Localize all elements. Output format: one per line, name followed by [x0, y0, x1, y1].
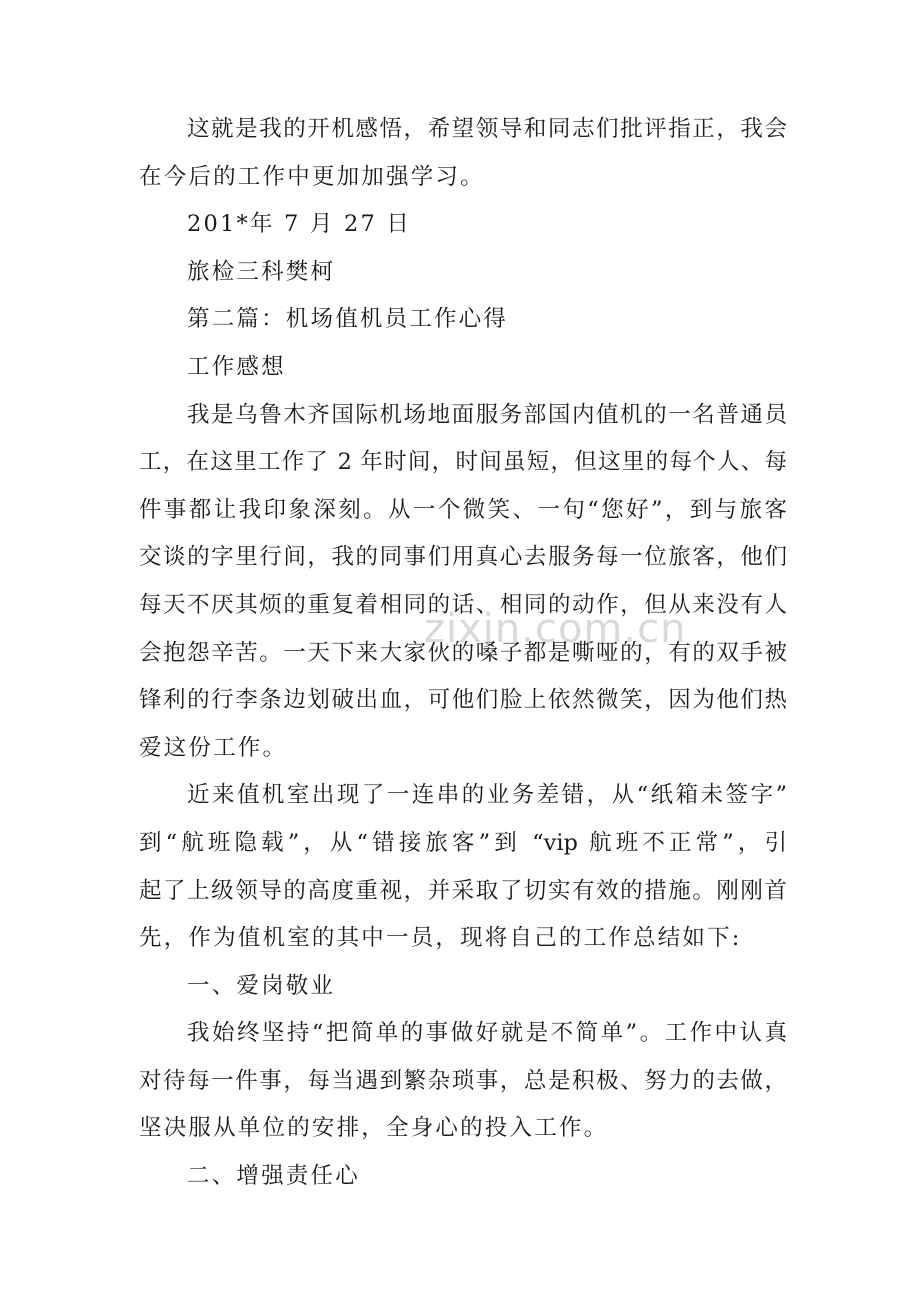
paragraph-line: 在今后的工作中更加加强学习。	[139, 163, 485, 190]
list-heading: 二、增强责任心	[187, 1163, 360, 1190]
paragraph-line: 起了上级领导的高度重视，并采取了切实有效的措施。刚刚首	[139, 877, 787, 904]
paragraph-line: 坚决服从单位的安排，全身心的投入工作。	[139, 1115, 609, 1142]
paragraph-line: 近来值机室出现了一连串的业务差错，从“纸箱未签字”	[187, 782, 787, 809]
subtitle: 工作感想	[187, 353, 286, 380]
paragraph-line: 这就是我的开机感悟，希望领导和同志们批评指正，我会	[187, 116, 787, 142]
signature-line: 旅检三科樊柯	[187, 258, 336, 285]
paragraph-line: 我是乌鲁木齐国际机场地面服务部国内值机的一名普通员	[187, 401, 787, 428]
paragraph-line: 我始终坚持“把简单的事做好就是不简单”。工作中认真	[187, 1020, 787, 1047]
paragraph-line: 到“航班隐载”，从“错接旅客”到 “vip 航班不正常”，引	[139, 829, 787, 856]
paragraph-line: 会抱怨辛苦。一天下来大家伙的嗓子都是嘶哑的，有的双手被	[139, 639, 787, 666]
paragraph-line: 对待每一件事，每当遇到繁杂琐事，总是积极、努力的去做，	[139, 1067, 787, 1094]
date-line: 201*年 7 月 27 日	[187, 211, 412, 238]
section-title: 第二篇：机场值机员工作心得	[187, 306, 509, 333]
paragraph-line: 交谈的字里行间，我的同事们用真心去服务每一位旅客，他们	[139, 544, 787, 571]
watermark-text: zixin.com.cn	[424, 606, 687, 652]
list-heading: 一、爱岗敬业	[187, 972, 336, 999]
paragraph-line: 件事都让我印象深刻。从一个微笑、一句“您好”，到与旅客	[139, 496, 787, 523]
paragraph-line: 每天不厌其烦的重复着相同的话、相同的动作，但从来没有人	[139, 591, 787, 618]
document-body	[139, 106, 787, 1201]
paragraph-line: 爱这份工作。	[139, 734, 288, 761]
paragraph-line: 工，在这里工作了 2 年时间，时间虽短，但这里的每个人、每	[139, 449, 787, 476]
paragraph-line: 先，作为值机室的其中一员，现将自己的工作总结如下:	[139, 925, 742, 952]
paragraph-line: 锋利的行李条边划破出血，可他们脸上依然微笑，因为他们热	[139, 687, 787, 714]
